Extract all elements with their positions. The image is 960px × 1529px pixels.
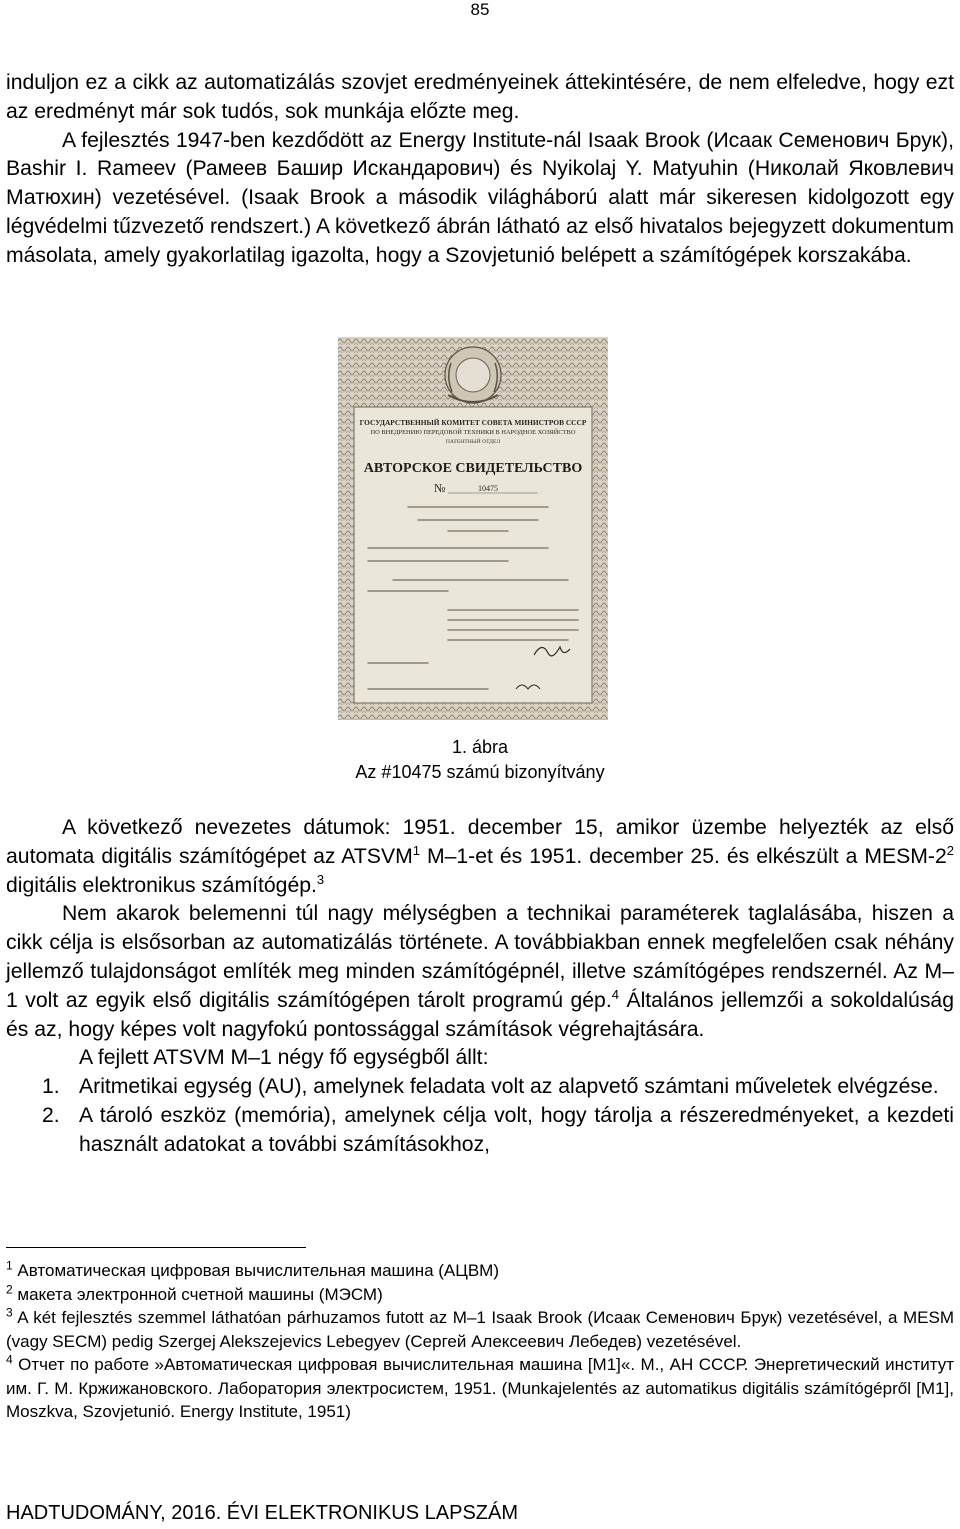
list-item-number: 2. [42,1103,60,1127]
footnotes [6,1259,954,1424]
page-footer: HADTUDOMÁNY, 2016. ÉVI ELEKTRONIKUS LAPSZÁM [6,1502,519,1524]
list-item-text: Aritmetikai egység (AU), amelynek feladata volt az alapvető számtani műveletek elvégzése. [79,1075,939,1099]
footnote-number: 2 [6,1281,13,1296]
paragraph-dates-text-b: M–1-et és 1951. december 25. és elkészült a MESM-2 [419,844,947,868]
list-item-number: 1. [42,1075,60,1099]
list-item [6,1102,954,1160]
certificate-number: 10475 [478,484,498,493]
unit-list [6,1073,954,1159]
footnote-text: макета электронной счетной машины (МЭСМ) [12,1284,383,1304]
body-main [6,814,954,1160]
footnote-text: A két fejlesztés szemmel láthatóan párhuzamos futott az M–1 Isaak Brook (Исаак Семенович Брук) vezetésével, a MESM (vagy SECM) pedig Szergej Alekszejevics Lebegyev (Сергей Алексеевич Лебедев) vezetésével. [6,1308,954,1351]
list-item [6,1073,954,1102]
paragraph-technical-text-b: Általános jellemzői a sokoldalúság és az, hogy képes volt nagyfokú pontossággal számítások végrehajtására. [6,988,954,1041]
paragraph-dates-text-a: A következő nevezetes dátumok: 1951. december 15, amikor üzembe helyezték az első automata digitális számítógépet az ATSVM [6,816,954,868]
emblem-icon [445,347,501,403]
footnote-ref-4[interactable]: 4 [611,986,619,1002]
paragraph-intro [6,69,954,271]
paragraph-intro-line1: induljon ez a cikk az automatizálás szovjet eredményeinek áttekintésére, de nem elfeledve, hogy ezt az eredményt már sok tudós, sok munkája előzte meg. [6,71,954,123]
list-intro: A fejlett ATSVM M–1 négy fő egységből állt: [79,1046,489,1070]
certificate-heading-line1: ГОСУДАРСТВЕННЫЙ КОМИТЕТ СОВЕТА МИНИСТРОВ СССР [359,418,587,427]
paragraph-dates [6,814,954,900]
footnote-ref-2[interactable]: 2 [946,842,954,858]
certificate-heading-line2: ПО ВНЕДРЕНИЮ ПЕРЕДОВОЙ ТЕХНИКИ В НАРОДНОЕ ХОЗЯЙСТВО [370,429,576,436]
footnote-number: 1 [6,1258,13,1273]
paragraph-technical [6,900,954,1044]
certificate-title: АВТОРСКОЕ СВИДЕТЕЛЬСТВО [363,461,583,476]
footnote-divider [6,1247,306,1248]
footnote [6,1283,954,1307]
certificate-number-prefix: № [434,481,446,495]
footnote-ref-1[interactable]: 1 [412,842,420,858]
footnote-number: 3 [6,1305,13,1320]
paragraph-technical-text-a: Nem akarok belemenni túl nagy mélységben a technikai paraméterek taglalásába, hiszen a cikk célja is elsősorban az automatizálás története. A továbbiakban ennek megfelelően csak néhány jellemző tulajdonságot említék meg minden számítógépnél, illetve számítógépes rendszernél. Az M–1 volt az egyik első digitális számítógépen tárolt programú gép. [6,902,954,1012]
footnote-text: Отчет по работе »Автоматическая цифровая вычислительная машина [М1]«. М., АН СССР. Энергетический институт им. Г. М. Кржижановского. Лаборатория электросистем, 1951. (Munkajelentés az automatikus digitális számítógépről [M1], Moszkva, Szovjetunió. Energy Institute, 1951) [6,1355,954,1421]
footnote [6,1306,954,1353]
figure-label: 1. ábra [451,737,509,757]
page-number: 85 [470,0,490,19]
paragraph-intro-line2: A fejlesztés 1947-ben kezdődött az Energy Institute-nál Isaak Brook (Исаак Семенович Брук), Bashir I. Rameev (Рамеев Башир Искандарович) és Nyikolaj Y. Matyuhin (Николай Яковлевич Матюхин) vezetésével. (Isaak Brook a második világháború alatt már sikeresen kidolgozott egy légvédelmi tűzvezető rendszert.) A következő ábrán látható az első hivatalos bejegyzett dokumentum másolata, amely gyakorlatilag igazolta, hogy a Szovjetunió belépett a számítógépek korszakába. [6,128,954,267]
footnote [6,1353,954,1424]
certificate-heading-line3: ПАТЕНТНЫЙ ОТДЕЛ [445,439,501,445]
paragraph-dates-text-c: digitális elektronikus számítógép. [6,873,317,897]
footnote-ref-3[interactable]: 3 [316,871,325,887]
footnote-text: Автоматическая цифровая вычислительная машина (АЦВМ) [12,1261,499,1280]
footnote-number: 4 [6,1352,13,1367]
footnote [6,1259,954,1283]
certificate-image [338,337,608,720]
figure-caption: Az #10475 számú bizonyítvány [355,762,605,782]
list-item-text: A tároló eszköz (memória), amelynek célja volt, hogy tárolja a részeredményeket, a kezdeti használt adatokat a további számításokhoz, [79,1103,954,1156]
